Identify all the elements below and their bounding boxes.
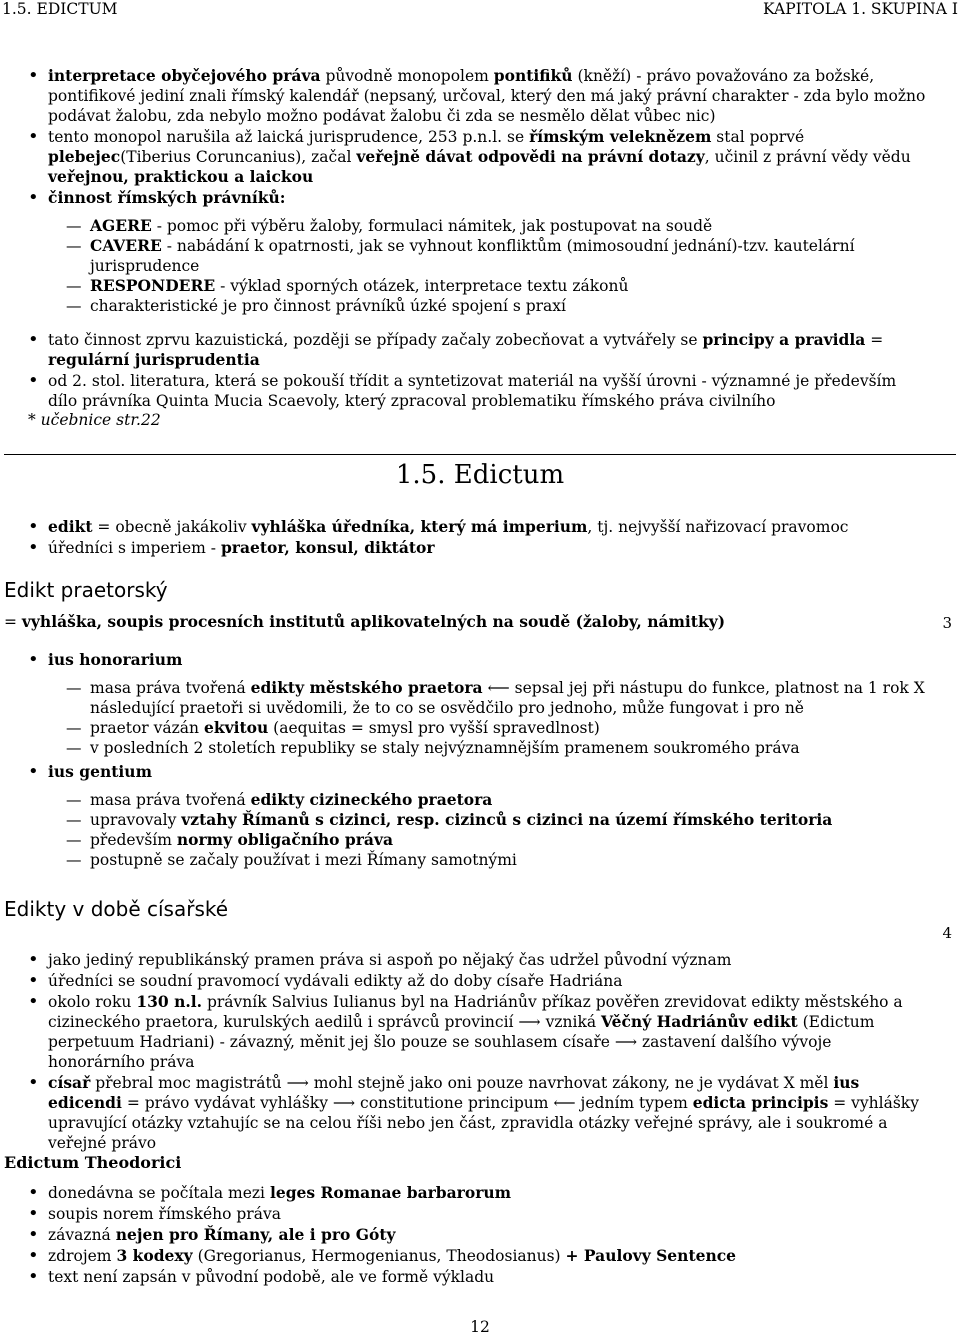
divider — [4, 454, 956, 455]
dash-item: — RESPONDERE - výklad sporných otázek, interpretace textu zákonů — [0, 276, 960, 296]
dash-item: — upravovaly vztahy Římanů s cizinci, resp. cizinců s cizinci na území římského teritoria — [0, 810, 960, 830]
dash-item: — CAVERE - nabádání k opatrnosti, jak se vyhnout konfliktům (mimosoudní jednání)-tzv. kautelární jurisprudence — [0, 236, 960, 276]
list-item: • zdrojem 3 kodexy (Gregorianus, Hermogenianus, Theodosianus) + Paulovy Sentence — [0, 1246, 960, 1266]
list-item: • úředníci se soudní pravomocí vydávali edikty až do doby císaře Hadriána — [0, 971, 960, 991]
list-item: • od 2. stol. literatura, která se pokouší třídit a syntetizovat materiál na vyšší úrovni - významné je především dílo právníka Quinta Mucia Scaevoly, který zpracoval problematiku římského práva civilního — [0, 371, 960, 411]
dash-item: — v posledních 2 stoletích republiky se staly nejvýznamnějším pramenem soukromého práva — [0, 738, 960, 758]
list-item: • interpretace obyčejového práva původně monopolem pontifiků (kněží) - právo považováno za božské, pontifikové jediní znali římský kalendář (nepsaný, určoval, který den má jaký právní charakter - zda bylo možno podávat žalobu, zda nebylo možno podávat žalobu či zda se nesmělo dělat vůbec nic) — [0, 66, 960, 126]
header-section: 1.5. EDICTUM — [2, 0, 118, 18]
list-item: • soupis norem římského práva — [0, 1204, 960, 1224]
list-item: • ius gentium — [0, 762, 960, 782]
dash-item: — masa práva tvořená edikty městského praetora ⟵ sepsal jej při nástupu do funkce, platnost na 1 rok X následující praetoři si uvědomili, že to co se osvědčilo pro jednoho, může fungovat i pro ně — [0, 678, 960, 718]
page-number: 12 — [470, 1318, 490, 1336]
margin-number: 3 — [942, 614, 952, 632]
section-title: 1.5. Edictum — [395, 460, 565, 490]
dash-item: — především normy obligačního práva — [0, 830, 960, 850]
textbook-note: * učebnice str.22 — [28, 411, 161, 429]
edikt-definition-block — [0, 517, 960, 559]
margin-number: 4 — [942, 924, 952, 942]
jurisprudence-block — [0, 66, 960, 412]
dash-item: — AGERE - pomoc při výběru žaloby, formulaci námitek, jak postupovat na soudě — [0, 216, 960, 236]
header-chapter: KAPITOLA 1. SKUPINA I — [763, 0, 958, 18]
imperial-edicts-block — [0, 950, 960, 1154]
list-item: • tato činnost zprvu kazuistická, později se případy začaly zobecňovat a vytvářely se principy a pravidla = regulární jurisprudentia — [0, 330, 960, 370]
ius-honorarium-block — [0, 650, 960, 766]
theodorici-block — [0, 1183, 960, 1288]
list-item: • donedávna se počítala mezi leges Romanae barbarorum — [0, 1183, 960, 1203]
list-item: • ius honorarium — [0, 650, 960, 670]
list-item: • úředníci s imperiem - praetor, konsul, diktátor — [0, 538, 960, 558]
heading-edikty-cisarske: Edikty v době císařské — [4, 897, 229, 921]
dash-item: — postupně se začaly používat i mezi Římany samotnými — [0, 850, 960, 870]
dash-item: — praetor vázán ekvitou (aequitas = smysl pro vyšší spravedlnost) — [0, 718, 960, 738]
dash-item: — masa práva tvořená edikty cizineckého praetora — [0, 790, 960, 810]
list-item: • císař přebral moc magistrátů ⟶ mohl stejně jako oni pouze navrhovat zákony, ne je vydávat X měl ius edicendi = právo vydávat vyhlášky ⟶ constitutione principum ⟵ jedním typem edicta principis = vyhlášky upravující otázky vztahujíc se na celou říši nebo jen část, zpravidla otázky veřejné správy, ale i soukromé a veřejné právo — [0, 1073, 960, 1153]
heading-edikt-praetorsky: Edikt praetorský — [4, 578, 168, 602]
list-item: • tento monopol narušila až laická jurisprudence, 253 p.n.l. se římským veleknězem stal poprvé plebejec(Tiberius Coruncanius), začal veřejně dávat odpovědi na právní dotazy, učinil z právní vědy vědu veřejnou, praktickou a laickou — [0, 127, 960, 187]
praetor-definition: = vyhláška, soupis procesních institutů aplikovatelných na soudě (žaloby, námitky) — [4, 612, 726, 631]
heading-edictum-theodorici: Edictum Theodorici — [4, 1153, 182, 1172]
dash-item: — charakteristické je pro činnost právníků úzké spojení s praxí — [0, 296, 960, 316]
list-item: • text není zapsán v původní podobě, ale ve formě výkladu — [0, 1267, 960, 1287]
list-item: • závazná nejen pro Římany, ale i pro Góty — [0, 1225, 960, 1245]
list-item: • edikt = obecně jakákoliv vyhláška úředníka, který má imperium, tj. nejvyšší nařizovací pravomoc — [0, 517, 960, 537]
list-item: • jako jediný republikánský pramen práva si aspoň po nějaký čas udržel původní význam — [0, 950, 960, 970]
running-header — [0, 0, 960, 24]
list-item: • okolo roku 130 n.l. právník Salvius Iulianus byl na Hadriánův příkaz pověřen zrevidovat edikty městského a cizineckého praetora, kurulských aedilů i správců provincií ⟶ vzniká Věčný Hadriánův edikt (Edictum perpetuum Hadriani) - závazný, měnit jej šlo pouze se souhlasem císaře ⟶ zastavení dalšího vývoje honorárního práva — [0, 992, 960, 1072]
ius-gentium-block — [0, 762, 960, 878]
list-item: • činnost římských právníků: — [0, 188, 960, 208]
